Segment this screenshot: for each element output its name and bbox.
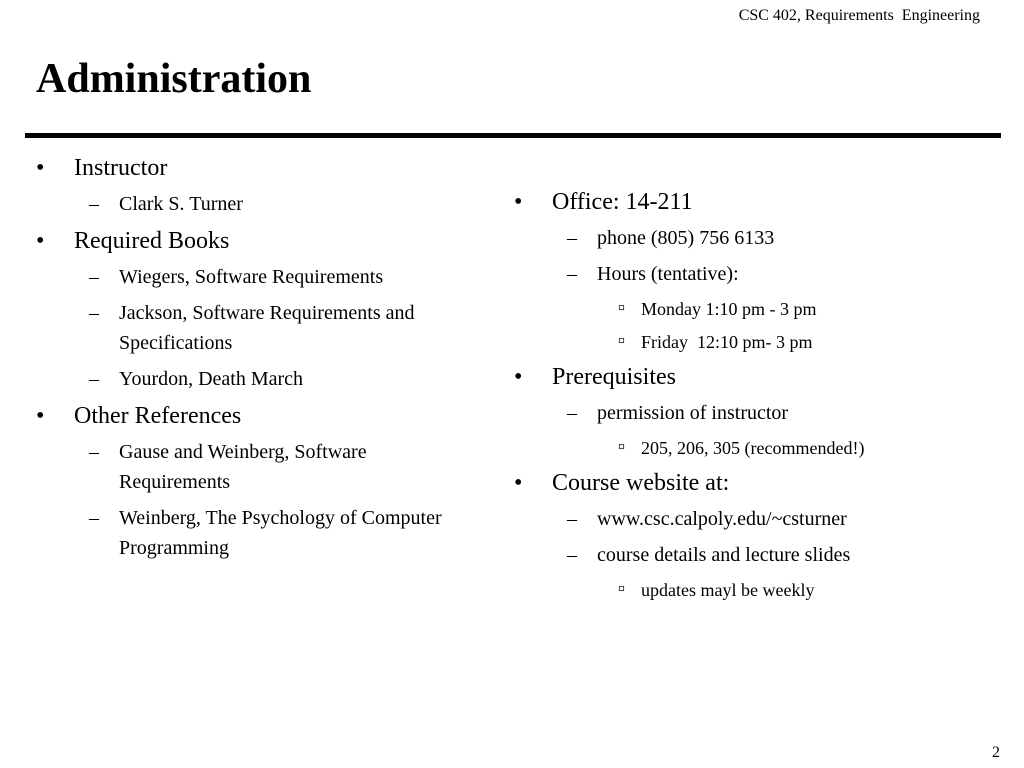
- book-title: Jackson, Software Requirements and Specifications: [119, 302, 415, 354]
- bullet-label: Instructor: [74, 155, 168, 181]
- reference-title: Weinberg, The Psychology of Computer Programming: [119, 507, 442, 559]
- bullet-other-references: [36, 400, 476, 432]
- list-item: [514, 295, 994, 323]
- left-column: [36, 152, 476, 569]
- dash-marker: –: [567, 544, 577, 566]
- list-item: [514, 504, 994, 534]
- right-column: [514, 186, 994, 609]
- currency-bullet-icon: ¤: [618, 582, 625, 597]
- prerequisite-text: permission of instructor: [597, 402, 789, 424]
- bullet-marker: •: [514, 470, 523, 496]
- list-item: [514, 576, 994, 604]
- bullet-label: Course website at:: [552, 470, 730, 496]
- bullet-marker: •: [36, 155, 45, 181]
- bullet-marker: •: [36, 228, 45, 254]
- left-bullet-list: [36, 152, 476, 563]
- dash-marker: –: [89, 302, 99, 324]
- page-number: 2: [992, 744, 1000, 761]
- bullet-marker: •: [514, 189, 523, 215]
- prerequisite-courses: 205, 206, 305 (recommended!): [641, 438, 865, 458]
- bullet-instructor: [36, 152, 476, 184]
- list-item: [514, 223, 994, 253]
- bullet-label: Required Books: [74, 228, 230, 254]
- bullet-prerequisites: [514, 361, 994, 393]
- phone-number: phone (805) 756 6133: [597, 227, 775, 249]
- course-header: CSC 402, Requirements Engineering: [738, 7, 980, 24]
- dash-marker: –: [89, 266, 99, 288]
- list-item: [514, 328, 994, 356]
- bullet-label: Other References: [74, 403, 242, 429]
- dash-marker: –: [567, 227, 577, 249]
- bullet-label: Office: 14-211: [552, 189, 693, 215]
- list-item: [36, 189, 476, 219]
- bullet-label: Prerequisites: [552, 364, 676, 390]
- list-item: [36, 364, 476, 394]
- currency-bullet-icon: ¤: [618, 440, 625, 455]
- dash-marker: –: [567, 402, 577, 424]
- list-item: [514, 540, 994, 570]
- dash-marker: –: [89, 441, 99, 463]
- instructor-name: Clark S. Turner: [119, 193, 243, 215]
- dash-marker: –: [567, 263, 577, 285]
- reference-title: Gause and Weinberg, Software Requirements: [119, 441, 367, 493]
- currency-bullet-icon: ¤: [618, 334, 625, 349]
- list-item: [36, 503, 476, 563]
- website-url: www.csc.calpoly.edu/~csturner: [597, 508, 847, 530]
- slide-title: Administration: [36, 56, 312, 102]
- bullet-marker: •: [514, 364, 523, 390]
- list-item: [36, 262, 476, 292]
- website-details: course details and lecture slides: [597, 544, 851, 566]
- update-note: updates mayl be weekly: [641, 580, 815, 600]
- list-item: [514, 434, 994, 462]
- list-item: [514, 259, 994, 289]
- bullet-required-books: [36, 225, 476, 257]
- bullet-office: [514, 186, 994, 218]
- book-title: Wiegers, Software Requirements: [119, 266, 384, 288]
- hours-label: Hours (tentative):: [597, 263, 739, 285]
- title-divider: [25, 133, 1001, 138]
- bullet-course-website: [514, 467, 994, 499]
- right-bullet-list: [514, 186, 994, 604]
- book-title: Yourdon, Death March: [119, 368, 304, 390]
- hours-entry: Monday 1:10 pm - 3 pm: [641, 299, 817, 319]
- dash-marker: –: [567, 508, 577, 530]
- bullet-marker: •: [36, 403, 45, 429]
- currency-bullet-icon: ¤: [618, 301, 625, 316]
- dash-marker: –: [89, 193, 99, 215]
- list-item: [36, 437, 476, 497]
- list-item: [36, 298, 476, 358]
- hours-entry: Friday 12:10 pm- 3 pm: [641, 332, 813, 352]
- dash-marker: –: [89, 507, 99, 529]
- dash-marker: –: [89, 368, 99, 390]
- list-item: [514, 398, 994, 428]
